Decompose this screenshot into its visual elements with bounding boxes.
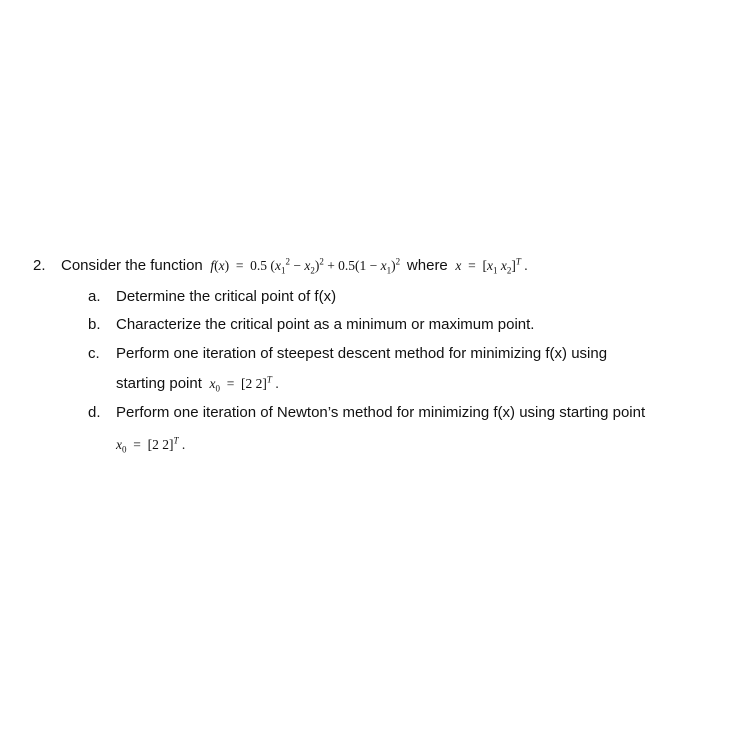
item-c-cont-prefix: starting point (116, 375, 202, 392)
item-a-letter: a. (88, 288, 101, 305)
item-b-text: Characterize the critical point as a minimum or maximum point. (116, 316, 535, 333)
item-c-letter: c. (88, 345, 100, 362)
question-number: 2. (33, 257, 46, 274)
item-d-start-point: $x_0 = [2$ 2]$^T$ . (116, 435, 186, 455)
question-statement (61, 256, 528, 276)
item-c-start-point: $x_0 = [2$ 2]$^T$ . (209, 374, 279, 394)
x-definition: $x = [x_1$ $x_2]^T$ . (455, 256, 528, 276)
item-c-continuation (116, 374, 279, 394)
item-c-text: Perform one iteration of steepest descent method for minimizing f(x) using (116, 345, 608, 362)
item-d-text: Perform one iteration of Newton’s method for minimizing f(x) using starting point (116, 404, 646, 421)
item-b-letter: b. (88, 316, 101, 333)
where-word: where (406, 257, 448, 274)
item-d-letter: d. (88, 404, 101, 421)
function-equation: f(x) = 0.5 $(x_1^2 - x_2)^2 + 0.5(1 - x_1)^2$ (210, 256, 401, 276)
item-d-continuation (116, 435, 185, 455)
question-lead: Consider the function (61, 257, 203, 274)
item-a-text: Determine the critical point of f(x) (116, 288, 337, 305)
